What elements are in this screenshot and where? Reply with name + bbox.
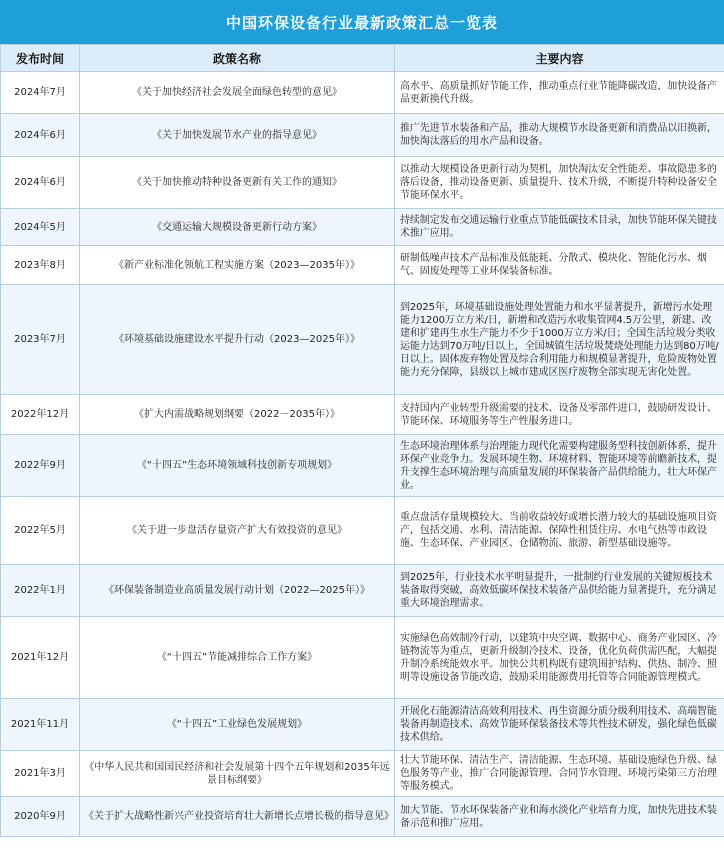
- cell-date: 2020年9月: [1, 797, 80, 837]
- cell-policy-name: 《关于加快经济社会发展全面绿色转型的意见》: [80, 72, 395, 114]
- table-header: [1, 45, 724, 72]
- cell-date: 2024年7月: [1, 72, 80, 114]
- table-row: [1, 114, 724, 157]
- cell-policy-name: 《环境基础设施建设水平提升行动（2023—2025年）》: [80, 285, 395, 395]
- cell-policy-name: 《“十四五”工业绿色发展规划》: [80, 699, 395, 751]
- cell-content: 生态环境治理体系与治理能力现代化需要构建服务型科技创新体系，提升环保产业竞争力。发展环境生物、环境材料、智能环境等前瞻新技术，提升支撑生态环境治理与高质量发展的环保装备产品供给能力，壮大环保产业。: [395, 435, 724, 497]
- cell-content: 加大节能、节水环保装备产业和海水淡化产业培育力度，加快先进技术装备示范和推广应用。: [395, 797, 724, 837]
- cell-policy-name: 《关于加快发展节水产业的指导意见》: [80, 114, 395, 157]
- cell-date: 2023年7月: [1, 285, 80, 395]
- cell-policy-name: 《“十四五”节能减排综合工作方案》: [80, 617, 395, 699]
- page-title: 中国环保设备行业最新政策汇总一览表: [0, 0, 724, 44]
- cell-content: 开展化石能源清洁高效利用技术、再生资源分质分级利用技术、高端智能装备再制造技术、高效节能环保装备技术等共性技术研发，强化绿色低碳技术供给。: [395, 699, 724, 751]
- cell-content: 研制低噪声技术产品标准及低能耗、分散式、模块化、智能化污水、烟气、固废处理等工业环保装备标准。: [395, 246, 724, 285]
- cell-policy-name: 《关于加快推动特种设备更新有关工作的通知》: [80, 157, 395, 209]
- cell-date: 2021年12月: [1, 617, 80, 699]
- cell-content: 到2025年，环境基础设施处理处置能力和水平显著提升，新增污水处理能力1200万立方米/日，新增和改造污水收集管网4.5万公里，新建、改建和扩建再生水生产能力不少于1000万立方米/日；全国生活垃圾分类收运能力达到70万吨/日以上，全国城镇生活垃圾焚烧处理能力达到80万吨/日以上。固体废弃物处置及综合利用能力和规模显著提升，危险废物处置能力充分保障，县级以上城市建成区医疗废物全部实现无害化处置。: [395, 285, 724, 395]
- cell-policy-name: 《交通运输大规模设备更新行动方案》: [80, 209, 395, 246]
- table-row: [1, 246, 724, 285]
- cell-date: 2022年5月: [1, 497, 80, 565]
- table-row: [1, 497, 724, 565]
- table-row: [1, 435, 724, 497]
- cell-content: 持续制定发布交通运输行业重点节能低碳技术目录，加快节能环保关键技术推广应用。: [395, 209, 724, 246]
- table-row: [1, 699, 724, 751]
- cell-date: 2024年5月: [1, 209, 80, 246]
- cell-content: 重点盘活存量规模较大、当前收益较好或增长潜力较大的基础设施项目资产，包括交通、水利、清洁能源、保障性租赁住房、水电气热等市政设施、生态环保、产业园区、仓储物流、旅游、新型基础设施等。: [395, 497, 724, 565]
- cell-content: 高水平、高质量抓好节能工作，推动重点行业节能降碳改造，加快设备产品更新换代升级。: [395, 72, 724, 114]
- cell-content: 壮大节能环保、清洁生产、清洁能源、生态环境、基础设施绿色升级、绿色服务等产业，推广合同能源管理、合同节水管理、环境污染第三方治理等服务模式。: [395, 751, 724, 797]
- cell-date: 2024年6月: [1, 157, 80, 209]
- cell-date: 2022年1月: [1, 565, 80, 617]
- table-row: [1, 209, 724, 246]
- cell-date: 2024年6月: [1, 114, 80, 157]
- cell-content: 以推动大规模设备更新行动为契机，加快淘汰安全性能差、事故隐患多的落后设备，推动设备更新、质量提升、技术升级，不断提升特种设备安全节能环保水平。: [395, 157, 724, 209]
- table-row: [1, 72, 724, 114]
- table-row: [1, 617, 724, 699]
- cell-date: 2021年3月: [1, 751, 80, 797]
- cell-date: 2023年8月: [1, 246, 80, 285]
- cell-policy-name: 《“十四五”生态环境领域科技创新专项规划》: [80, 435, 395, 497]
- cell-policy-name: 《中华人民共和国国民经济和社会发展第十四个五年规划和2035年远景目标纲要》: [80, 751, 395, 797]
- cell-content: 实施绿色高效制冷行动，以建筑中央空调、数据中心、商务产业园区、冷链物流等为重点，更新升级制冷技术、设备，优化负荷供需匹配，大幅提升制冷系统能效水平。加快公共机构既有建筑围护结构、供热、制冷、照明等设施设备节能改造，鼓励采用能源费用托管等合同能源管理模式。: [395, 617, 724, 699]
- cell-policy-name: 《关于进一步盘活存量资产扩大有效投资的意见》: [80, 497, 395, 565]
- cell-content: 支持国内产业转型升级需要的技术、设备及零部件进口，鼓励研发设计、节能环保、环境服务等生产性服务进口。: [395, 395, 724, 435]
- column-header-date: 发布时间: [1, 45, 80, 72]
- cell-policy-name: 《环保装备制造业高质量发展行动计划（2022—2025年）》: [80, 565, 395, 617]
- cell-policy-name: 《扩大内需战略规划纲要（2022－2035年）》: [80, 395, 395, 435]
- column-header-name: 政策名称: [80, 45, 395, 72]
- cell-date: 2022年9月: [1, 435, 80, 497]
- cell-date: 2021年11月: [1, 699, 80, 751]
- table-row: [1, 157, 724, 209]
- column-header-content: 主要内容: [395, 45, 724, 72]
- table-row: [1, 395, 724, 435]
- policy-table: [0, 44, 724, 837]
- cell-policy-name: 《新产业标准化领航工程实施方案（2023—2035年）》: [80, 246, 395, 285]
- cell-policy-name: 《关于扩大战略性新兴产业投资培育壮大新增长点增长极的指导意见》: [80, 797, 395, 837]
- header-row: [1, 45, 724, 72]
- table-row: [1, 565, 724, 617]
- table-body: [1, 72, 724, 837]
- cell-content: 到2025年，行业技术水平明显提升，一批制约行业发展的关键短板技术装备取得突破，高效低碳环保技术装备产品供给能力显著提升，充分满足重大环境治理需求。: [395, 565, 724, 617]
- cell-content: 推广先进节水装备和产品，推动大规模节水设备更新和消费品以旧换新，加快淘汰落后的用水产品和设备。: [395, 114, 724, 157]
- table-row: [1, 751, 724, 797]
- cell-date: 2022年12月: [1, 395, 80, 435]
- table-row: [1, 797, 724, 837]
- table-row: [1, 285, 724, 395]
